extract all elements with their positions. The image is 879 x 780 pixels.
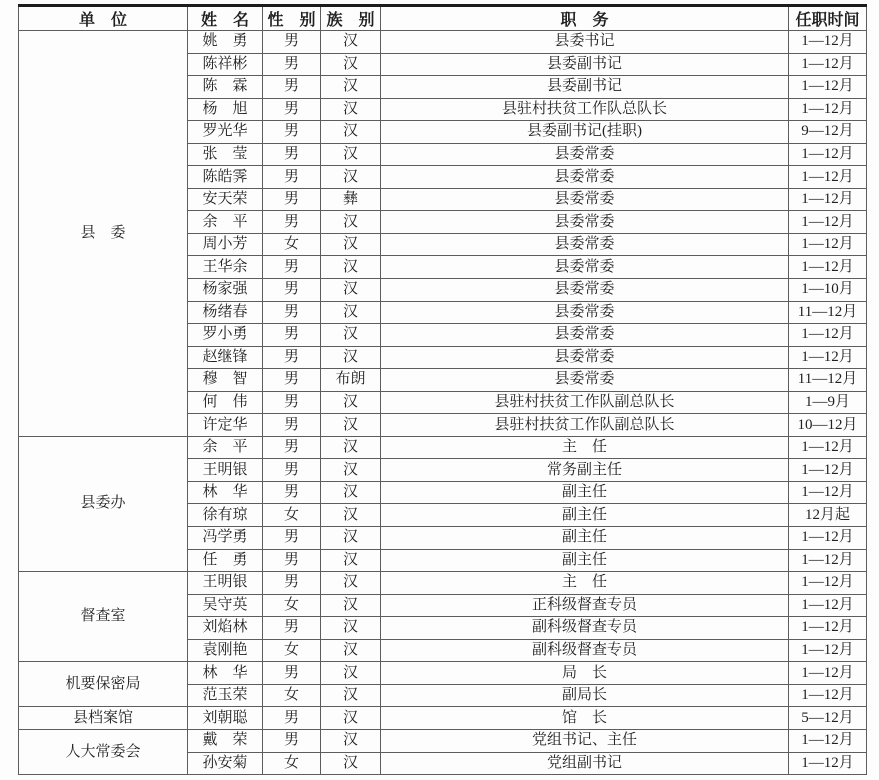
name-cell: 张 莹 [188, 143, 263, 166]
gender-cell: 男 [263, 31, 321, 54]
header-row [19, 6, 867, 31]
tenure-cell: 1—12月 [789, 166, 867, 189]
table-row [19, 662, 867, 685]
ethnicity-cell: 汉 [321, 256, 381, 279]
unit-cell: 县档案馆 [19, 707, 188, 730]
ethnicity-cell: 汉 [321, 707, 381, 730]
gender-cell: 女 [263, 594, 321, 617]
ethnicity-cell: 汉 [321, 436, 381, 459]
gender-cell: 男 [263, 301, 321, 324]
position-cell: 常务副主任 [381, 459, 789, 482]
table-row [19, 436, 867, 459]
personnel-table [18, 4, 867, 775]
position-cell: 局 长 [381, 662, 789, 685]
ethnicity-cell: 汉 [321, 572, 381, 595]
gender-cell: 男 [263, 459, 321, 482]
table-body [19, 31, 867, 775]
position-cell: 县委书记 [381, 31, 789, 54]
ethnicity-cell: 汉 [321, 549, 381, 572]
ethnicity-cell: 汉 [321, 98, 381, 121]
name-cell: 任 勇 [188, 549, 263, 572]
name-cell: 罗光华 [188, 121, 263, 144]
tenure-cell: 1—12月 [789, 98, 867, 121]
tenure-cell: 9—12月 [789, 121, 867, 144]
col-header-tenure: 任职时间 [789, 6, 867, 31]
col-header-ethnicity: 族 别 [321, 6, 381, 31]
ethnicity-cell: 汉 [321, 211, 381, 234]
gender-cell: 男 [263, 53, 321, 76]
gender-cell: 男 [263, 143, 321, 166]
unit-cell: 机要保密局 [19, 662, 188, 707]
gender-cell: 男 [263, 324, 321, 347]
ethnicity-cell: 汉 [321, 233, 381, 256]
gender-cell: 男 [263, 188, 321, 211]
gender-cell: 男 [263, 346, 321, 369]
ethnicity-cell: 汉 [321, 662, 381, 685]
ethnicity-cell: 布朗 [321, 369, 381, 392]
name-cell: 戴 荣 [188, 729, 263, 752]
position-cell: 副局长 [381, 684, 789, 707]
tenure-cell: 1—12月 [789, 346, 867, 369]
ethnicity-cell: 汉 [321, 31, 381, 54]
tenure-cell: 5—12月 [789, 707, 867, 730]
position-cell: 党组书记、主任 [381, 729, 789, 752]
position-cell: 副科级督查专员 [381, 639, 789, 662]
ethnicity-cell: 汉 [321, 594, 381, 617]
ethnicity-cell: 汉 [321, 504, 381, 527]
unit-cell: 人大常委会 [19, 729, 188, 774]
table-row [19, 572, 867, 595]
name-cell: 杨 旭 [188, 98, 263, 121]
gender-cell: 男 [263, 211, 321, 234]
gender-cell: 男 [263, 549, 321, 572]
gender-cell: 男 [263, 279, 321, 302]
ethnicity-cell: 汉 [321, 527, 381, 550]
ethnicity-cell: 汉 [321, 301, 381, 324]
name-cell: 安天荣 [188, 188, 263, 211]
tenure-cell: 1—12月 [789, 549, 867, 572]
position-cell: 县驻村扶贫工作队副总队长 [381, 391, 789, 414]
position-cell: 县委常委 [381, 211, 789, 234]
tenure-cell: 1—12月 [789, 143, 867, 166]
tenure-cell: 1—12月 [789, 572, 867, 595]
tenure-cell: 12月起 [789, 504, 867, 527]
gender-cell: 女 [263, 233, 321, 256]
position-cell: 县委常委 [381, 301, 789, 324]
name-cell: 吴守英 [188, 594, 263, 617]
gender-cell: 男 [263, 729, 321, 752]
position-cell: 县委常委 [381, 279, 789, 302]
gender-cell: 男 [263, 481, 321, 504]
col-header-gender: 性 别 [263, 6, 321, 31]
position-cell: 县委副书记(挂职) [381, 121, 789, 144]
tenure-cell: 1—12月 [789, 729, 867, 752]
name-cell: 林 华 [188, 481, 263, 504]
position-cell: 县驻村扶贫工作队总队长 [381, 98, 789, 121]
position-cell: 县委常委 [381, 143, 789, 166]
name-cell: 徐有琼 [188, 504, 263, 527]
ethnicity-cell: 汉 [321, 143, 381, 166]
tenure-cell: 11—12月 [789, 369, 867, 392]
name-cell: 余 平 [188, 211, 263, 234]
tenure-cell: 1—12月 [789, 76, 867, 99]
unit-cell: 县委办 [19, 436, 188, 571]
tenure-cell: 1—12月 [789, 481, 867, 504]
ethnicity-cell: 彝 [321, 188, 381, 211]
gender-cell: 女 [263, 752, 321, 775]
gender-cell: 男 [263, 256, 321, 279]
tenure-cell: 1—12月 [789, 752, 867, 775]
ethnicity-cell: 汉 [321, 324, 381, 347]
name-cell: 林 华 [188, 662, 263, 685]
tenure-cell: 11—12月 [789, 301, 867, 324]
position-cell: 县委常委 [381, 256, 789, 279]
tenure-cell: 1—12月 [789, 211, 867, 234]
gender-cell: 男 [263, 662, 321, 685]
gender-cell: 男 [263, 436, 321, 459]
gender-cell: 男 [263, 121, 321, 144]
position-cell: 副主任 [381, 549, 789, 572]
gender-cell: 女 [263, 639, 321, 662]
name-cell: 王华余 [188, 256, 263, 279]
tenure-cell: 1—12月 [789, 527, 867, 550]
name-cell: 罗小勇 [188, 324, 263, 347]
position-cell: 县委常委 [381, 188, 789, 211]
tenure-cell: 1—12月 [789, 53, 867, 76]
name-cell: 何 伟 [188, 391, 263, 414]
ethnicity-cell: 汉 [321, 729, 381, 752]
tenure-cell: 1—12月 [789, 662, 867, 685]
ethnicity-cell: 汉 [321, 752, 381, 775]
name-cell: 陈祥彬 [188, 53, 263, 76]
col-header-position: 职 务 [381, 6, 789, 31]
ethnicity-cell: 汉 [321, 279, 381, 302]
position-cell: 副主任 [381, 527, 789, 550]
gender-cell: 女 [263, 504, 321, 527]
ethnicity-cell: 汉 [321, 166, 381, 189]
name-cell: 刘焰林 [188, 617, 263, 640]
name-cell: 许定华 [188, 414, 263, 437]
name-cell: 王明银 [188, 459, 263, 482]
position-cell: 主 任 [381, 572, 789, 595]
name-cell: 赵继锋 [188, 346, 263, 369]
position-cell: 副科级督查专员 [381, 617, 789, 640]
tenure-cell: 1—12月 [789, 188, 867, 211]
ethnicity-cell: 汉 [321, 639, 381, 662]
name-cell: 孙安菊 [188, 752, 263, 775]
tenure-cell: 1—12月 [789, 256, 867, 279]
gender-cell: 男 [263, 527, 321, 550]
gender-cell: 女 [263, 684, 321, 707]
ethnicity-cell: 汉 [321, 459, 381, 482]
gender-cell: 男 [263, 414, 321, 437]
position-cell: 主 任 [381, 436, 789, 459]
position-cell: 副主任 [381, 504, 789, 527]
position-cell: 党组副书记 [381, 752, 789, 775]
gender-cell: 男 [263, 391, 321, 414]
name-cell: 杨家强 [188, 279, 263, 302]
table-row [19, 31, 867, 54]
tenure-cell: 1—12月 [789, 436, 867, 459]
name-cell: 周小芳 [188, 233, 263, 256]
position-cell: 县委常委 [381, 324, 789, 347]
table-row [19, 707, 867, 730]
ethnicity-cell: 汉 [321, 391, 381, 414]
name-cell: 余 平 [188, 436, 263, 459]
ethnicity-cell: 汉 [321, 76, 381, 99]
tenure-cell: 1—12月 [789, 594, 867, 617]
name-cell: 陈 霖 [188, 76, 263, 99]
tenure-cell: 1—12月 [789, 617, 867, 640]
gender-cell: 男 [263, 166, 321, 189]
position-cell: 县驻村扶贫工作队副总队长 [381, 414, 789, 437]
tenure-cell: 1—9月 [789, 391, 867, 414]
tenure-cell: 1—10月 [789, 279, 867, 302]
col-header-name: 姓 名 [188, 6, 263, 31]
tenure-cell: 1—12月 [789, 233, 867, 256]
tenure-cell: 1—12月 [789, 324, 867, 347]
tenure-cell: 1—12月 [789, 684, 867, 707]
position-cell: 副主任 [381, 481, 789, 504]
position-cell: 县委副书记 [381, 53, 789, 76]
unit-cell: 督查室 [19, 572, 188, 662]
col-header-unit: 单 位 [19, 6, 188, 31]
ethnicity-cell: 汉 [321, 617, 381, 640]
gender-cell: 男 [263, 707, 321, 730]
name-cell: 袁刚艳 [188, 639, 263, 662]
name-cell: 穆 智 [188, 369, 263, 392]
tenure-cell: 1—12月 [789, 639, 867, 662]
position-cell: 县委常委 [381, 166, 789, 189]
ethnicity-cell: 汉 [321, 346, 381, 369]
position-cell: 馆 长 [381, 707, 789, 730]
gender-cell: 男 [263, 98, 321, 121]
position-cell: 县委副书记 [381, 76, 789, 99]
name-cell: 王明银 [188, 572, 263, 595]
name-cell: 姚 勇 [188, 31, 263, 54]
gender-cell: 男 [263, 572, 321, 595]
ethnicity-cell: 汉 [321, 481, 381, 504]
position-cell: 县委常委 [381, 233, 789, 256]
ethnicity-cell: 汉 [321, 684, 381, 707]
position-cell: 县委常委 [381, 369, 789, 392]
name-cell: 陈皓霁 [188, 166, 263, 189]
name-cell: 刘朝聪 [188, 707, 263, 730]
ethnicity-cell: 汉 [321, 121, 381, 144]
name-cell: 范玉荣 [188, 684, 263, 707]
ethnicity-cell: 汉 [321, 53, 381, 76]
table-row [19, 729, 867, 752]
gender-cell: 男 [263, 617, 321, 640]
ethnicity-cell: 汉 [321, 414, 381, 437]
position-cell: 县委常委 [381, 346, 789, 369]
name-cell: 冯学勇 [188, 527, 263, 550]
unit-cell: 县 委 [19, 31, 188, 437]
tenure-cell: 1—12月 [789, 31, 867, 54]
gender-cell: 男 [263, 369, 321, 392]
tenure-cell: 10—12月 [789, 414, 867, 437]
position-cell: 正科级督查专员 [381, 594, 789, 617]
tenure-cell: 1—12月 [789, 459, 867, 482]
name-cell: 杨绪春 [188, 301, 263, 324]
gender-cell: 男 [263, 76, 321, 99]
